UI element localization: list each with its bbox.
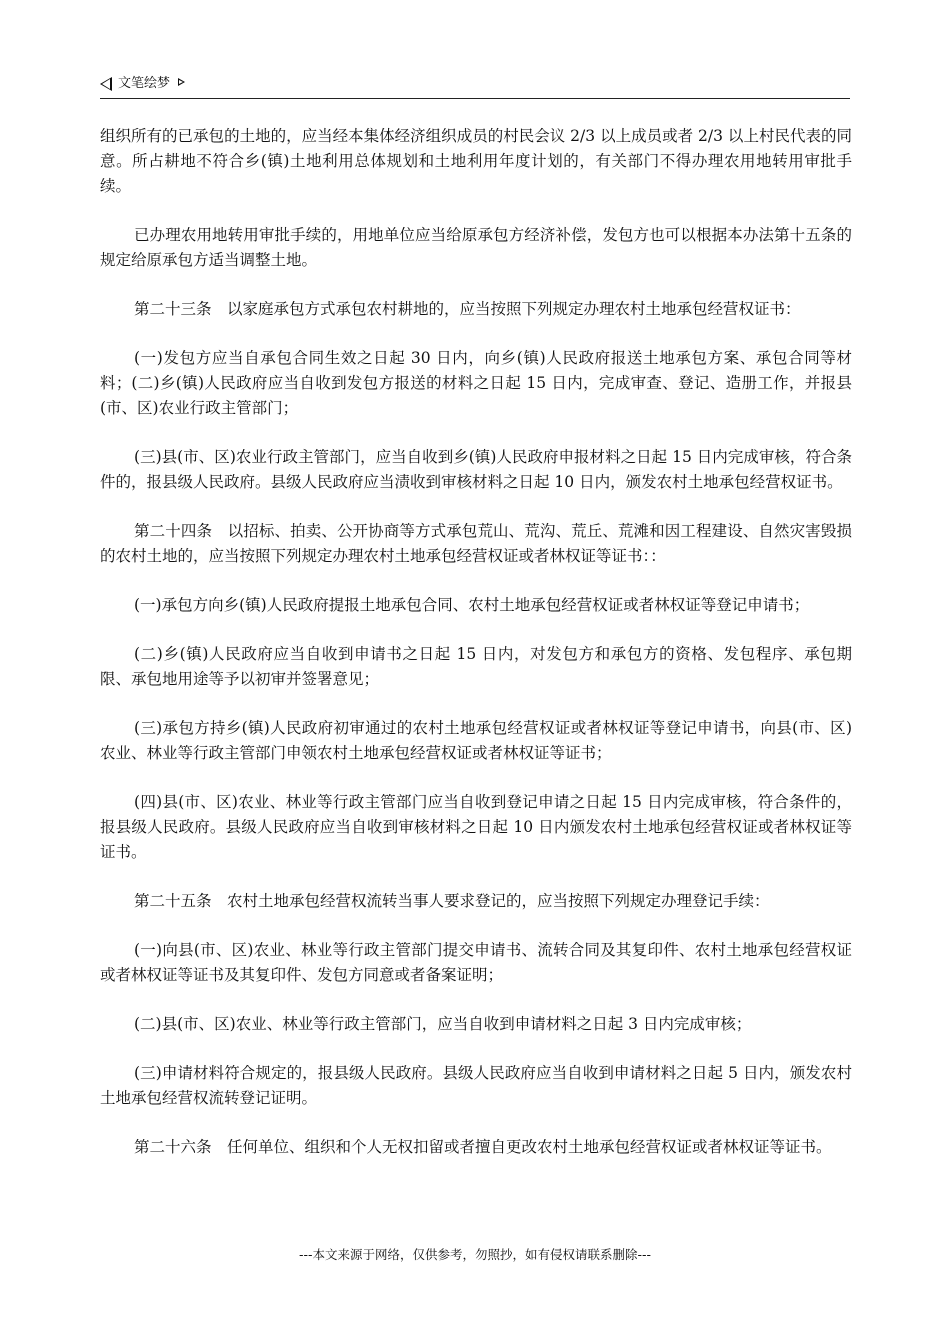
paragraph: (三)县(市、区)农业行政主管部门，应当自收到乡(镇)人民政府申报材料之日起 15 日内完成审核，符合条件的，报县级人民政府。县级人民政府应当渍收到审核材料之日起 10 日内，颁发农村土地承包经营权证书。 <box>100 448 852 491</box>
document-body <box>100 124 852 1184</box>
paragraph: 第二十三条 以家庭承包方式承包农村耕地的，应当按照下列规定办理农村土地承包经营权证书： <box>134 300 801 318</box>
paragraph: (四)县(市、区)农业、林业等行政主管部门应当自收到登记申请之日起 15 日内完成审核，符合条件的，报县级人民政府。县级人民政府应当自收到审核材料之日起 10 日内颁发农村土地承包经营权证或者林权证等证书。 <box>100 793 852 861</box>
triangle-right-icon <box>178 78 185 86</box>
paragraph: (一)发包方应当自承包合同生效之日起 30 日内，向乡(镇)人民政府报送土地承包方案、承包合同等材料；(二)乡(镇)人民政府应当自收到发包方报送的材料之日起 15 日内，完成审查、登记、造册工作，并报县(市、区)农业行政主管部门； <box>100 349 852 417</box>
paragraph: 第二十四条 以招标、拍卖、公开协商等方式承包荒山、荒沟、荒丘、荒滩和因工程建设、自然灾害毁损的农村土地的，应当按照下列规定办理农村土地承包经营权证或者林权证等证书：： <box>100 522 852 565</box>
header-brand: 文笔绘梦 <box>118 76 171 91</box>
page-footer: ---本文来源于网络，仅供参考，勿照抄，如有侵权请联系删除--- <box>298 1247 652 1262</box>
paragraph: (一)向县(市、区)农业、林业等行政主管部门提交申请书、流转合同及其复印件、农村土地承包经营权证或者林权证等证书及其复印件、发包方同意或者备案证明； <box>100 941 852 984</box>
paragraph: (三)申请材料符合规定的，报县级人民政府。县级人民政府应当自收到申请材料之日起 5 日内，颁发农村土地承包经营权流转登记证明。 <box>100 1064 852 1107</box>
paragraph: 第二十六条 任何单位、组织和个人无权扣留或者擅自更改农村土地承包经营权证或者林权证等证书。 <box>134 1138 832 1156</box>
paragraph: 组织所有的已承包的土地的，应当经本集体经济组织成员的村民会议 2/3 以上成员或者 2/3 以上村民代表的同意。所占耕地不符合乡(镇)土地利用总体规划和土地利用年度计划的，有关部门不得办理农用地转用审批手续。 <box>100 127 852 195</box>
paragraph: (二)乡(镇)人民政府应当自收到申请书之日起 15 日内，对发包方和承包方的资格、发包程序、承包期限、承包地用途等予以初审并签署意见； <box>100 645 852 688</box>
paragraph: (三)承包方持乡(镇)人民政府初审通过的农村土地承包经营权证或者林权证等登记申请书，向县(市、区)农业、林业等行政主管部门申领农村土地承包经营权证或者林权证等证书； <box>100 719 852 762</box>
paragraph: (二)县(市、区)农业、林业等行政主管部门，应当自收到申请材料之日起 3 日内完成审核； <box>134 1015 752 1033</box>
triangle-left-icon <box>100 77 112 91</box>
paragraph: 第二十五条 农村土地承包经营权流转当事人要求登记的，应当按照下列规定办理登记手续： <box>134 892 770 910</box>
paragraph: 已办理农用地转用审批手续的，用地单位应当给原承包方经济补偿，发包方也可以根据本办法第十五条的规定给原承包方适当调整土地。 <box>100 226 852 269</box>
paragraph: (一)承包方向乡(镇)人民政府提报土地承包合同、农村土地承包经营权证或者林权证等登记申请书； <box>134 596 810 614</box>
page-header <box>100 74 850 99</box>
